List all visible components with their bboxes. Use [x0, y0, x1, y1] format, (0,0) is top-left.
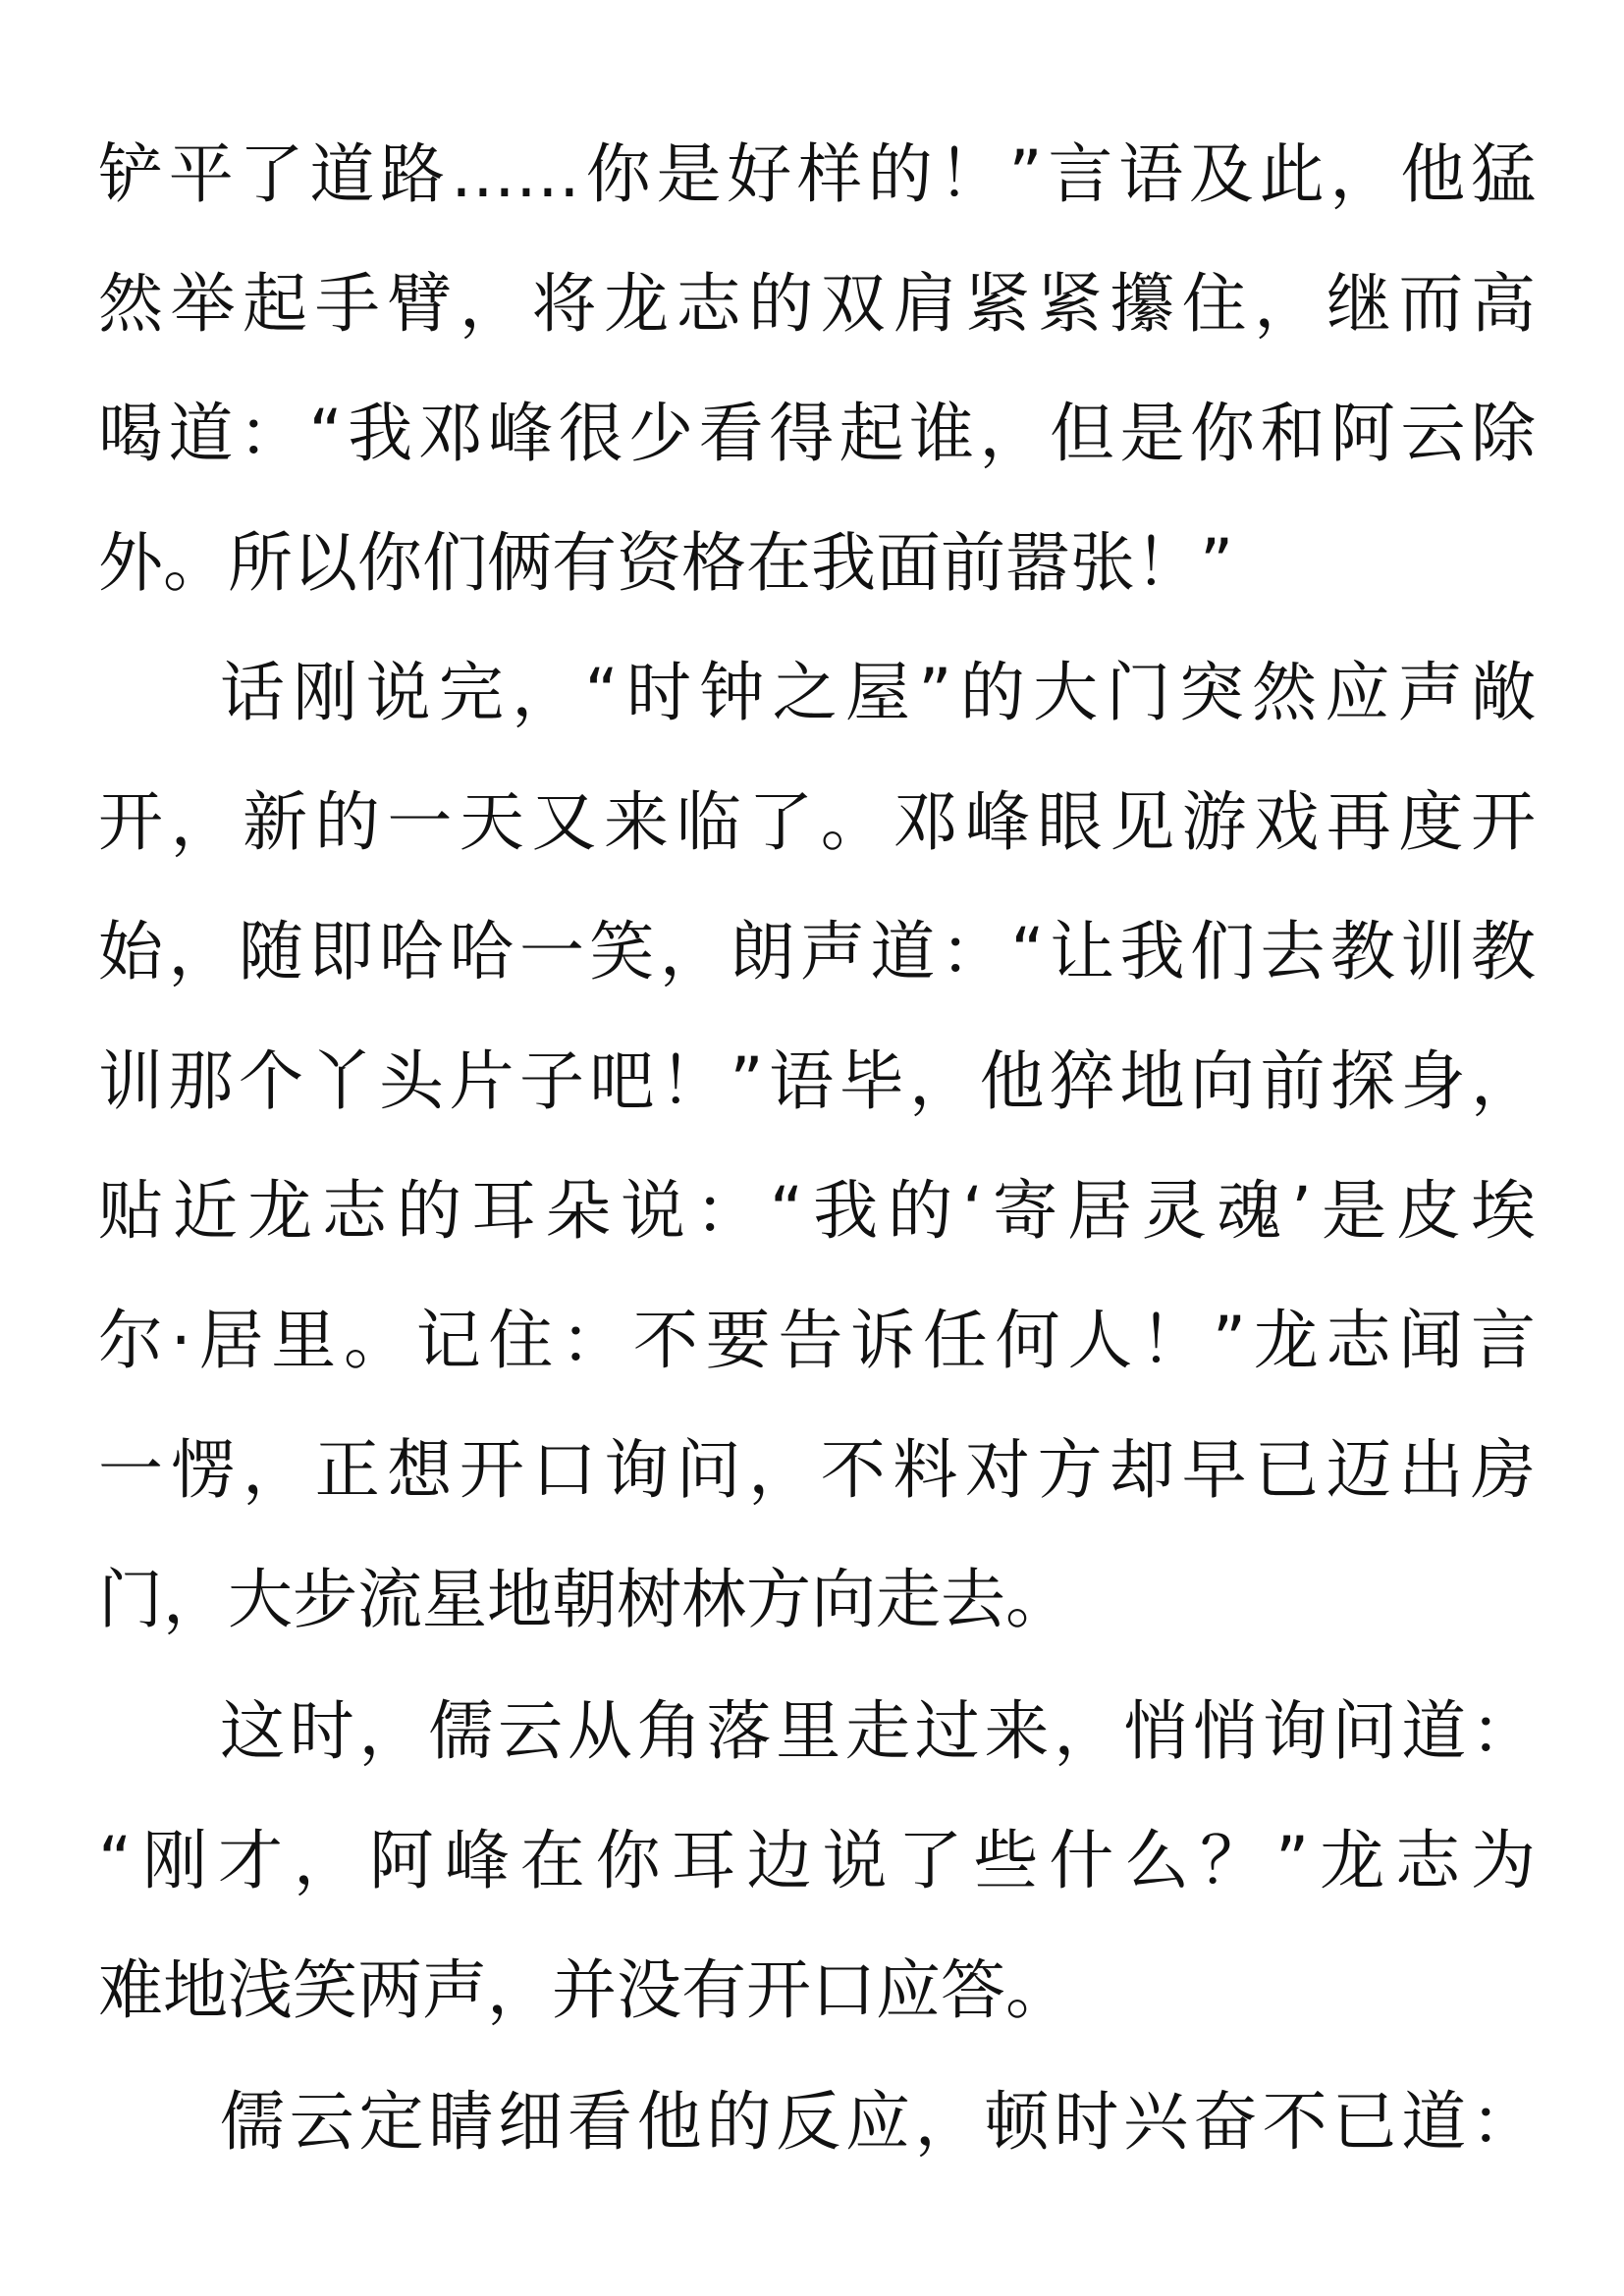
text-line-11: 一愣，正想开口询问，不料对方却早已迈出房 — [98, 1432, 1536, 1508]
paragraph-start-line-16: 儒云定睛细看他的反应，顿时兴奋不已道： — [220, 2084, 1536, 2160]
text-line-3: 喝道：“我邓峰很少看得起谁，但是你和阿云除 — [98, 396, 1536, 471]
text-line-14: “刚才，阿峰在你耳边说了些什么？”龙志为 — [98, 1823, 1536, 1898]
text-line-1: 铲平了道路……你是好样的！”言语及此，他猛 — [98, 136, 1536, 212]
text-line-12: 门，大步流星地朝树林方向走去。 — [98, 1562, 1070, 1637]
text-line-6: 开，新的一天又来临了。邓峰眼见游戏再度开 — [98, 784, 1536, 860]
text-line-7: 始，随即哈哈一笑，朗声道：“让我们去教训教 — [98, 914, 1536, 989]
text-line-4: 外。所以你们俩有资格在我面前嚣张！” — [98, 525, 1234, 601]
text-line-2: 然举起手臂，将龙志的双肩紧紧攥住，继而高 — [98, 266, 1536, 342]
text-line-9: 贴近龙志的耳朵说：“我的‘寄居灵魂’是皮埃 — [98, 1173, 1536, 1249]
text-line-10: 尔·居里。记住：不要告诉任何人！”龙志闻言 — [98, 1303, 1536, 1378]
paragraph-start-line-13: 这时，儒云从角落里走过来，悄悄询问道： — [220, 1693, 1536, 1769]
text-line-15: 难地浅笑两声，并没有开口应答。 — [98, 1952, 1070, 2028]
text-line-8: 训那个丫头片子吧！”语毕，他猝地向前探身， — [98, 1043, 1536, 1119]
paragraph-start-line-5: 话刚说完，“时钟之屋”的大门突然应声敞 — [220, 655, 1536, 730]
